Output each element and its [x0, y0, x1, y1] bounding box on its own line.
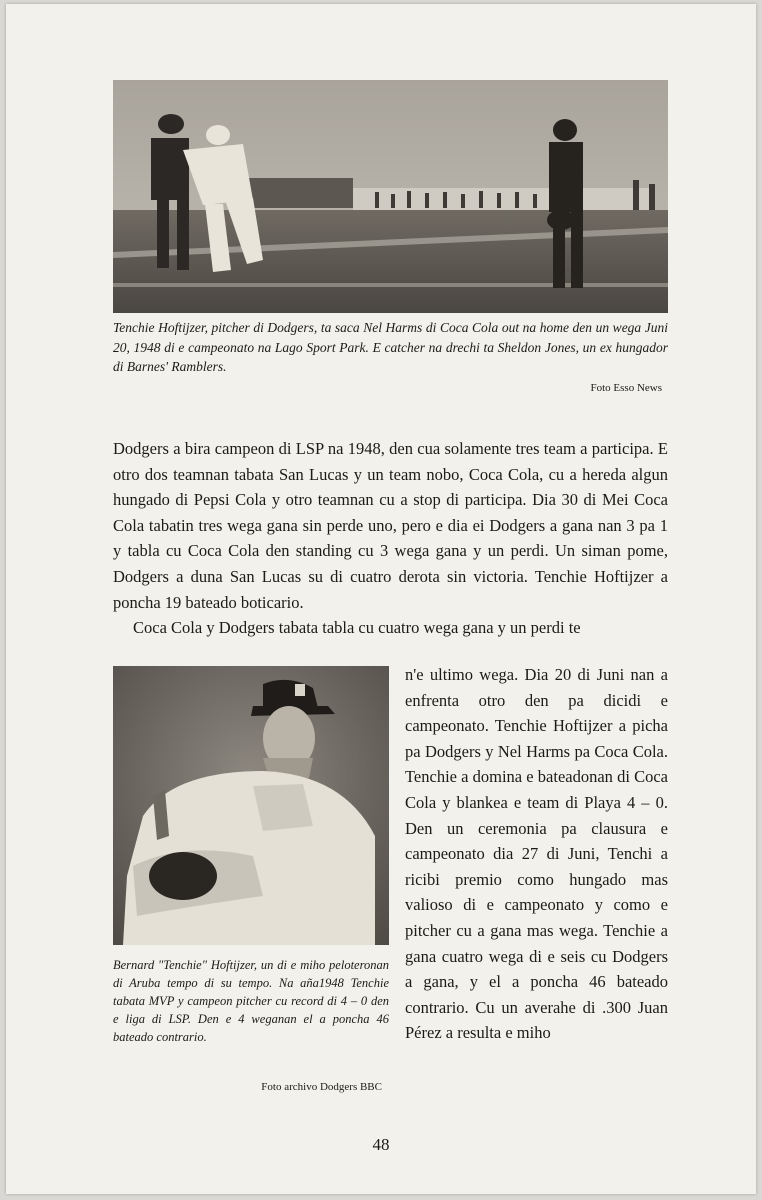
body-text-right-column	[405, 662, 668, 1046]
portrait-photo-caption: Bernard "Tenchie" Hoftijzer, un di e miho peloteronan di Aruba tempo di su tempo. Na aña1948 Tenchie tabata MVP y campeon pitcher cu record di 4 – 0 den e liga di LSP. Den e 4 weganan el a poncha 46 bateado contrario.	[113, 958, 389, 1044]
body-paragraph-2-lead: Coca Cola y Dodgers tabata tabla cu cuatro wega gana y un perdi te	[133, 618, 581, 638]
top-photo-caption: Tenchie Hoftijzer, pitcher di Dodgers, ta saca Nel Harms di Coca Cola out na home den un wega Juni 20, 1948 di e campeonato na Lago Sport Park. E catcher na drechi ta Sheldon Jones, un ex hungador di Barnes' Ramblers.	[113, 320, 668, 374]
body-text-full-width	[113, 436, 668, 641]
body-paragraph-2-continuation: n'e ultimo wega. Dia 20 di Juni nan a enfrenta otro den pa dicidi e campeonato. Tenchie Hoftijzer a picha pa Dodgers y Nel Harms pa Coca Cola. Tenchie a domina e bateadonan di Coca Cola y blankea e team di Playa 4 – 0. Den un ceremonia pa clausura e campeonato dia 27 di Juni, Tenchi a ricibi premio como hungado mas valioso di e campeonato y como e pitcher cu a gana mas wega. Tenchie a gana cuatro wega di e seis cu Dodgers a gana, y el a poncha 46 bateado contrario. Cu un averahe di .300 Juan Pérez a resulta e miho	[405, 665, 668, 1043]
portrait-photo-credit: Foto archivo Dodgers BBC	[261, 1081, 382, 1093]
body-paragraph-1: Dodgers a bira campeon di LSP na 1948, den cua solamente tres team a participa. E otro dos teamnan tabata San Lucas y un team nobo, Coca Cola, cu a hereda algun hungado di Pepsi Cola y otro teamnan cu a stop di participa. Dia 30 di Mei Coca Cola tabatin tres wega gana sin perde uno, pero e dia ei Dodgers a gana nan 3 pa 1 y tabla cu Coca Cola den standing cu 3 wega gana y un perdi. Un siman pome, Dodgers a duna San Lucas su di cuatro derota sin victoria. Tenchie Hoftijzer a poncha 19 bateado boticario.	[113, 439, 668, 612]
page-number: 48	[372, 1135, 390, 1154]
baseball-game-photo	[113, 80, 668, 313]
portrait-photo	[113, 666, 389, 945]
top-photo-credit: Foto Esso News	[590, 382, 662, 394]
book-page	[6, 4, 756, 1194]
